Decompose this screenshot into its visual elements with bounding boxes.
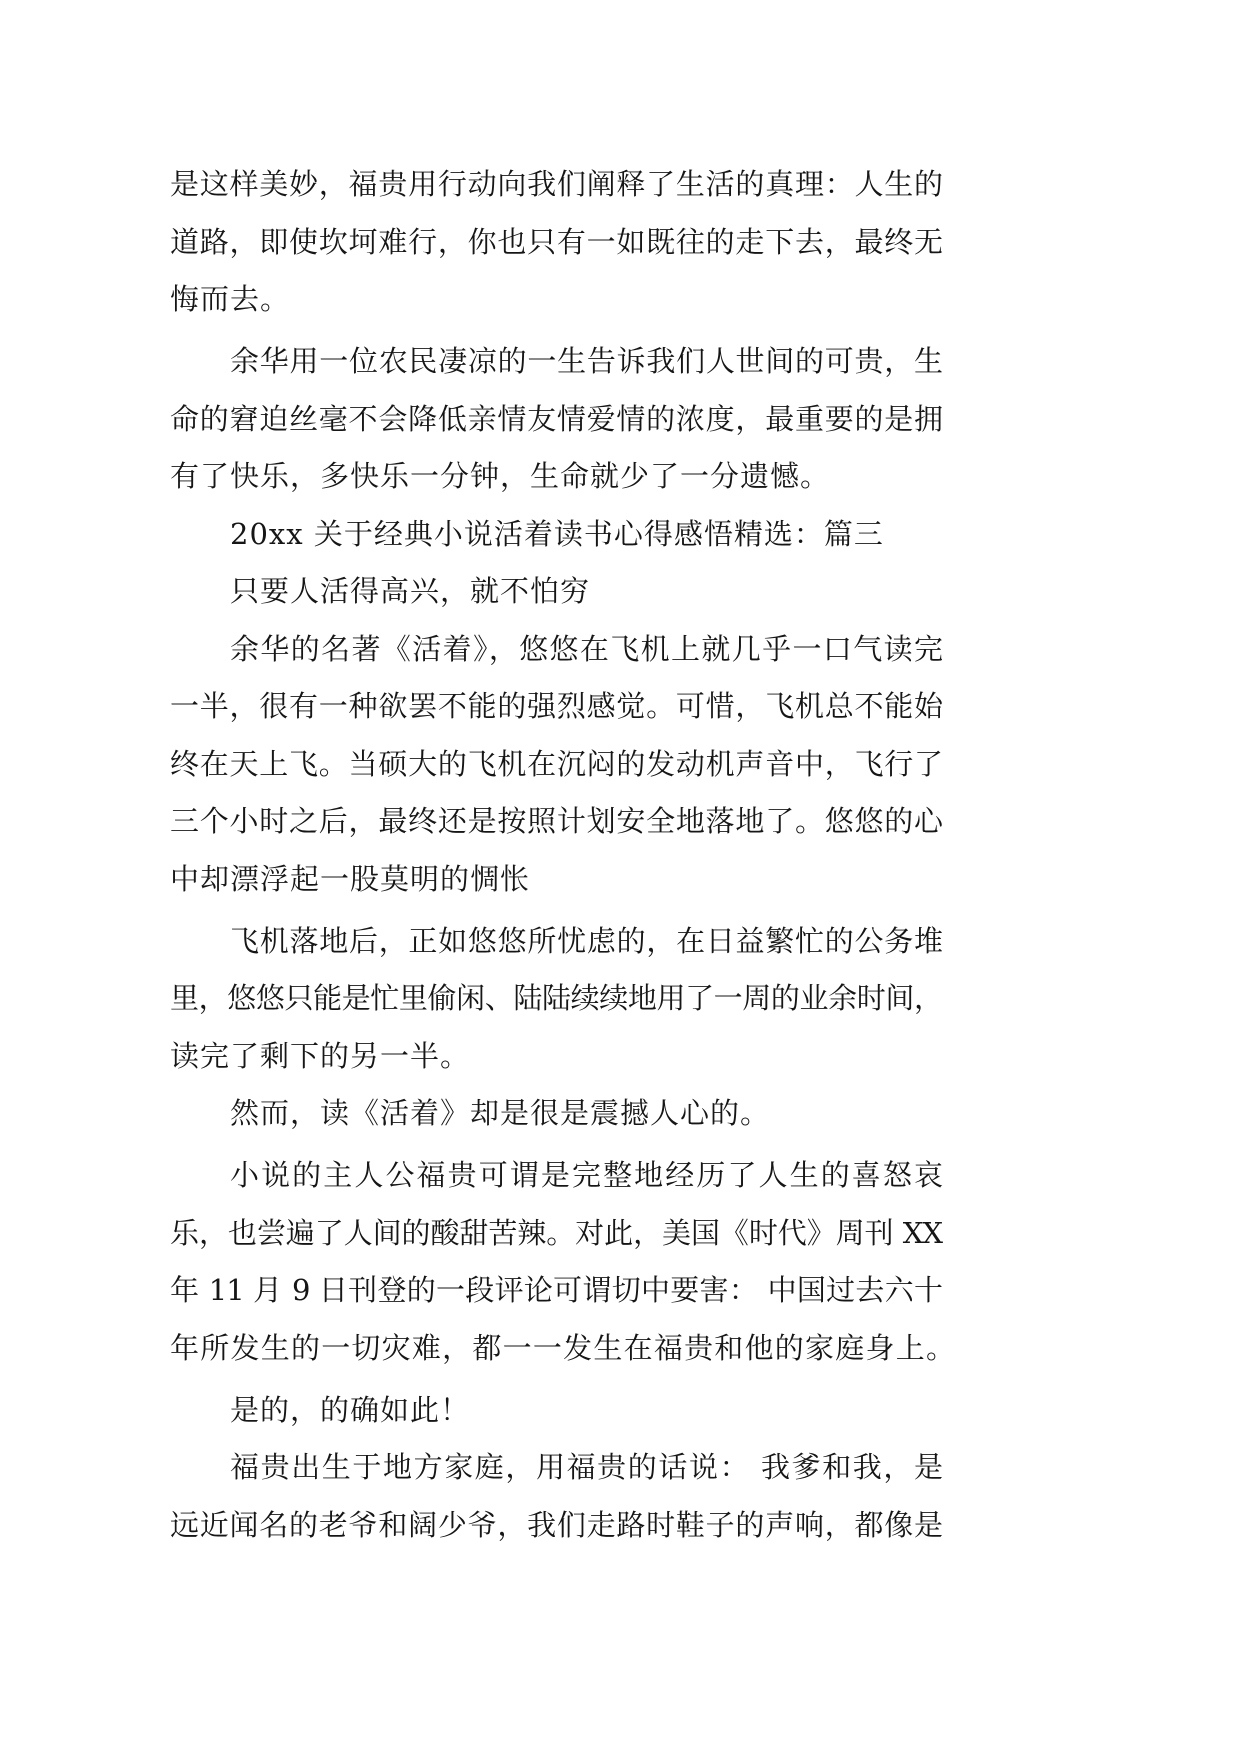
text-line: 余华的名著《活着》，悠悠在飞机上就几乎一口气读完 [230, 631, 942, 666]
text-line: 命的窘迫丝毫不会降低亲情友情爱情的浓度，最重要的是拥 [170, 401, 942, 436]
paragraph [170, 1382, 942, 1440]
text-line: 小说的主人公福贵可谓是完整地经历了人生的喜怒哀 [230, 1158, 942, 1192]
text-line: 三个小时之后，最终还是按照计划安全地落地了。悠悠的心 [170, 804, 942, 838]
document-body [170, 156, 954, 1554]
paragraph [170, 621, 942, 909]
essay-title-text: 只要人活得高兴，就不怕穷 [230, 574, 591, 608]
paragraph [170, 913, 942, 1086]
text-line: 福贵出生于地方家庭，用福贵的话说： 我爹和我，是 [230, 1450, 942, 1484]
text-line: 是这样美妙，福贵用行动向我们阐释了生活的真理：人生的 [170, 167, 942, 201]
text-line: 一半，很有一种欲罢不能的强烈感觉。可惜，飞机总不能始 [170, 689, 942, 723]
paragraph [170, 333, 942, 506]
text-line: 然而，读《活着》却是很是震撼人心的。 [230, 1096, 771, 1130]
text-line: 终在天上飞。当硕大的飞机在沉闷的发动机声音中，飞行了 [170, 746, 942, 781]
paragraph [170, 156, 942, 329]
text-line: 乐，也尝遍了人间的酸甜苦辣。对此，美国《时代》周刊 XX [170, 1215, 942, 1250]
text-line: 年所发生的一切灾难，都一一发生在福贵和他的家庭身上。 [170, 1330, 954, 1365]
text-line: 余华用一位农民凄凉的一生告诉我们人世间的可贵，生 [230, 344, 942, 378]
text-line: 飞机落地后，正如悠悠所忧虑的，在日益繁忙的公务堆 [230, 923, 942, 958]
paragraph [170, 1147, 954, 1377]
text-line: 中却漂浮起一股莫明的惆怅 [170, 861, 531, 896]
text-line: 读完了剩下的另一半。 [170, 1038, 471, 1073]
paragraph [170, 1439, 942, 1554]
text-line: 悔而去。 [170, 282, 291, 316]
text-line: 是的，的确如此！ [230, 1392, 471, 1427]
text-line: 里，悠悠只能是忙里偷闲、陆陆续续地用了一周的业余时间， [170, 981, 942, 1015]
section-heading-text: 20xx 关于经典小说活着读书心得感悟精选：篇三 [230, 516, 884, 551]
text-line: 年 11 月 9 日刊登的一段评论可谓切中要害： 中国过去六十 [170, 1273, 942, 1307]
essay-title [170, 563, 942, 621]
text-line: 远近闻名的老爷和阔少爷，我们走路时鞋子的声响，都像是 [170, 1507, 942, 1542]
text-line: 道路，即使坎坷难行，你也只有一如既往的走下去，最终无 [170, 224, 942, 259]
text-line: 有了快乐，多快乐一分钟，生命就少了一分遗憾。 [170, 459, 831, 493]
section-heading [170, 506, 942, 564]
paragraph [170, 1085, 942, 1143]
